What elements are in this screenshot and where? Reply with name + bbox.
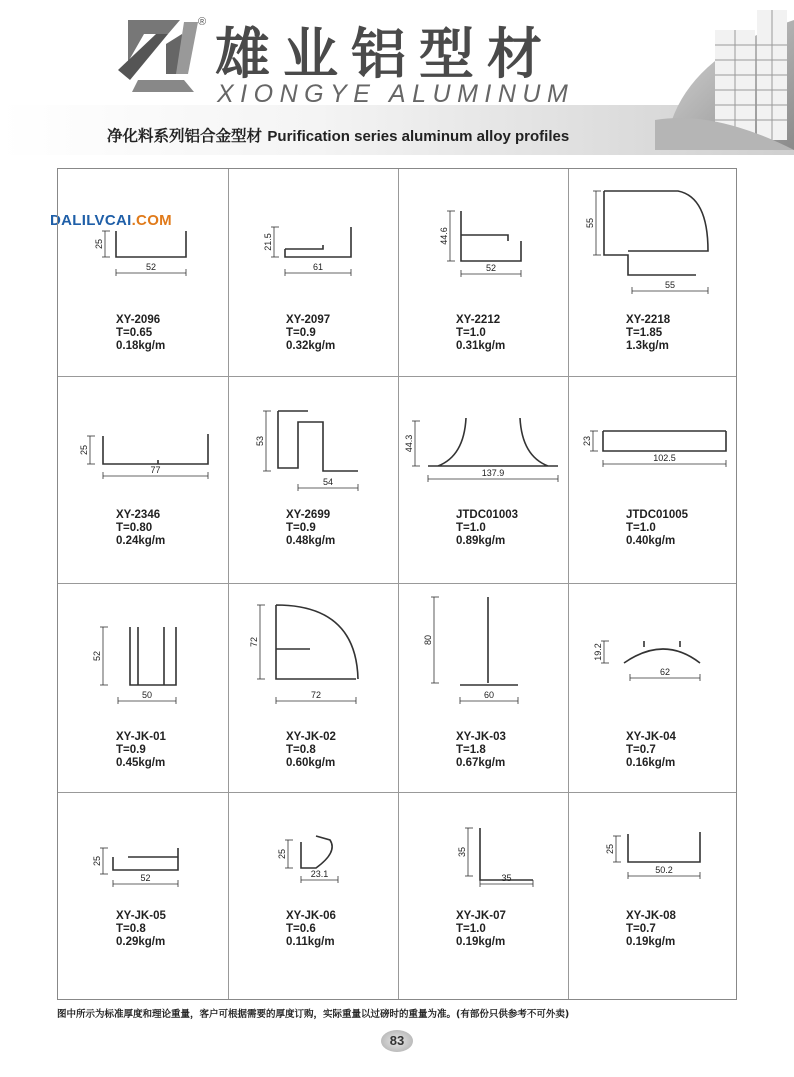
profile-drawing: [568, 169, 738, 304]
product-model: JTDC01003: [456, 509, 519, 521]
product-weight: 0.60kg/m: [286, 757, 336, 769]
product-thickness: T=1.85: [626, 327, 663, 339]
height-dimension-label: 44.3: [404, 434, 414, 453]
product-info: [398, 910, 568, 949]
product-info: [568, 731, 738, 770]
product-model: XY-2346: [116, 509, 161, 521]
product-thickness: T=0.8: [286, 744, 316, 756]
profile-shape: [624, 641, 700, 663]
product-info: [398, 731, 568, 770]
height-dimension-label: 25: [605, 843, 615, 855]
height-dimension-label: 25: [92, 855, 102, 867]
product-cell: [398, 169, 568, 376]
product-thickness: T=1.0: [456, 522, 486, 534]
profile-shape: [285, 227, 351, 257]
width-dimension-label: 61: [312, 262, 324, 272]
product-model: XY-JK-06: [286, 910, 336, 922]
product-thickness: T=1.8: [456, 744, 486, 756]
profile-drawing: [228, 376, 398, 511]
profile-shape: [460, 597, 518, 685]
product-thickness: T=0.6: [286, 923, 316, 935]
product-cell: [58, 583, 228, 792]
product-model: XY-JK-02: [286, 731, 336, 743]
product-info: [568, 509, 738, 548]
width-dimension-label: 35: [501, 873, 512, 883]
profile-drawing: [58, 583, 228, 718]
product-cell: [228, 792, 398, 1001]
product-info: [228, 314, 398, 353]
profile-drawing: [398, 792, 568, 927]
width-dimension-label: 72: [310, 690, 322, 700]
profile-drawing: [58, 792, 228, 927]
product-info: [228, 509, 398, 548]
product-cell: [58, 792, 228, 1001]
profile-shape: [276, 605, 358, 679]
page-header: [0, 0, 794, 160]
height-dimension-label: 25: [79, 444, 89, 456]
page-number: 83: [381, 1030, 413, 1052]
width-dimension-label: 62: [659, 667, 671, 677]
product-weight: 0.67kg/m: [456, 757, 506, 769]
product-cell: [398, 583, 568, 792]
product-info: [398, 509, 568, 548]
product-weight: 0.48kg/m: [286, 535, 336, 547]
height-dimension-label: 25: [94, 238, 104, 250]
profile-shape: [461, 211, 521, 261]
product-info: [228, 731, 398, 770]
width-dimension-label: 137.9: [481, 468, 505, 478]
profile-shape: [116, 231, 186, 257]
profile-shape: [130, 627, 176, 685]
product-grid: [57, 168, 737, 1000]
product-info: [58, 314, 228, 353]
product-model: XY-JK-05: [116, 910, 166, 922]
height-dimension-label: 19.2: [593, 643, 603, 661]
product-thickness: T=0.9: [286, 327, 316, 339]
width-dimension-label: 54: [322, 477, 334, 487]
product-cell: [568, 169, 738, 376]
product-info: [228, 910, 398, 949]
product-weight: 0.32kg/m: [286, 340, 336, 352]
product-cell: [228, 583, 398, 792]
product-info: [58, 910, 228, 949]
product-weight: 0.40kg/m: [626, 535, 676, 547]
product-thickness: T=1.0: [456, 327, 486, 339]
height-dimension-label: 55: [585, 217, 595, 229]
profile-drawing: [58, 376, 228, 511]
product-thickness: T=0.65: [116, 327, 153, 339]
profile-drawing: [228, 583, 398, 718]
height-dimension-label: 35: [457, 846, 467, 858]
profile-drawing: [58, 169, 228, 304]
brand-name-en: XIONGYE ALUMINUM: [217, 80, 575, 108]
height-dimension-label: 25: [277, 848, 287, 860]
product-cell: [228, 169, 398, 376]
profile-drawing: [228, 169, 398, 304]
profile-drawing: [228, 792, 398, 927]
product-cell: [58, 169, 228, 376]
height-dimension-label: 21.5: [263, 233, 273, 251]
profile-shape: [301, 836, 332, 868]
width-dimension-label: 60: [483, 690, 495, 700]
page-title: [107, 124, 569, 146]
width-dimension-label: 52: [485, 263, 497, 273]
product-model: XY-2212: [456, 314, 501, 326]
product-cell: [58, 376, 228, 583]
watermark-main: DALILVCAI: [50, 212, 132, 229]
product-model: XY-2097: [286, 314, 331, 326]
product-cell: [398, 792, 568, 1001]
product-model: XY-JK-01: [116, 731, 166, 743]
width-dimension-label: 55: [664, 280, 676, 290]
product-weight: 1.3kg/m: [626, 340, 669, 352]
height-dimension-label: 72: [249, 636, 259, 648]
profile-shape: [604, 191, 708, 275]
product-thickness: T=0.80: [116, 522, 153, 534]
width-dimension-label: 77: [150, 465, 161, 475]
profile-drawing: [568, 792, 738, 927]
height-dimension-label: 23: [582, 435, 592, 447]
width-dimension-label: 50: [141, 690, 153, 700]
product-cell: [398, 376, 568, 583]
watermark-suffix: .COM: [131, 212, 172, 229]
product-weight: 0.16kg/m: [626, 757, 676, 769]
profile-drawing: [398, 169, 568, 304]
product-weight: 0.29kg/m: [116, 936, 166, 948]
registered-mark: ®: [198, 16, 207, 28]
profile-drawing: [398, 376, 568, 511]
profile-shape: [628, 832, 700, 862]
product-thickness: T=1.0: [456, 923, 486, 935]
page-title-en: Purification series aluminum alloy profiles: [267, 128, 570, 145]
height-dimension-label: 53: [255, 435, 265, 447]
product-cell: [568, 376, 738, 583]
product-model: XY-2699: [286, 509, 331, 521]
product-weight: 0.11kg/m: [286, 936, 335, 948]
product-thickness: T=0.7: [626, 744, 656, 756]
product-cell: [568, 583, 738, 792]
product-cell: [568, 792, 738, 1001]
profile-shape: [113, 848, 178, 870]
product-model: XY-2218: [626, 314, 671, 326]
product-model: XY-2096: [116, 314, 161, 326]
product-model: XY-JK-08: [626, 910, 676, 922]
width-dimension-label: 102.5: [653, 453, 676, 463]
width-dimension-label: 23.1: [310, 869, 329, 879]
product-info: [568, 314, 738, 353]
xiongye-logo: [108, 14, 200, 98]
building-image: [655, 0, 794, 150]
product-cell: [228, 376, 398, 583]
product-model: XY-JK-03: [456, 731, 506, 743]
product-thickness: T=0.9: [116, 744, 146, 756]
product-info: [398, 314, 568, 353]
product-info: [58, 731, 228, 770]
height-dimension-label: 44.6: [439, 227, 449, 245]
width-dimension-label: 50.2: [655, 865, 673, 875]
page-title-cn: 净化料系列铝合金型材: [107, 127, 263, 145]
profile-drawing: [398, 583, 568, 718]
product-model: XY-JK-04: [626, 731, 676, 743]
product-model: JTDC01005: [626, 509, 689, 521]
profile-shape: [603, 431, 726, 451]
product-weight: 0.45kg/m: [116, 757, 166, 769]
height-dimension-label: 52: [92, 650, 102, 662]
profile-shape: [103, 434, 208, 464]
profile-shape: [428, 418, 558, 466]
product-weight: 0.19kg/m: [626, 936, 676, 948]
product-weight: 0.24kg/m: [116, 535, 166, 547]
footnote: 图中所示为标准厚度和理论重量，客户可根据需要的厚度订购，实际重量以过磅时的重量为准。(有部份只供参考不可外卖): [57, 1009, 570, 1020]
width-dimension-label: 52: [145, 262, 157, 272]
product-info: [568, 910, 738, 949]
profile-drawing: [568, 376, 738, 511]
product-weight: 0.31kg/m: [456, 340, 506, 352]
product-thickness: T=1.0: [626, 522, 656, 534]
product-thickness: T=0.9: [286, 522, 316, 534]
product-weight: 0.18kg/m: [116, 340, 166, 352]
product-thickness: T=0.8: [116, 923, 146, 935]
width-dimension-label: 52: [140, 873, 151, 883]
product-weight: 0.89kg/m: [456, 535, 506, 547]
product-info: [58, 509, 228, 548]
profile-shape: [278, 411, 358, 471]
brand-name-cn: 雄业铝型材: [215, 22, 556, 86]
product-weight: 0.19kg/m: [456, 936, 506, 948]
product-thickness: T=0.7: [626, 923, 656, 935]
height-dimension-label: 80: [423, 634, 433, 646]
profile-drawing: [568, 583, 738, 718]
product-model: XY-JK-07: [456, 910, 506, 922]
